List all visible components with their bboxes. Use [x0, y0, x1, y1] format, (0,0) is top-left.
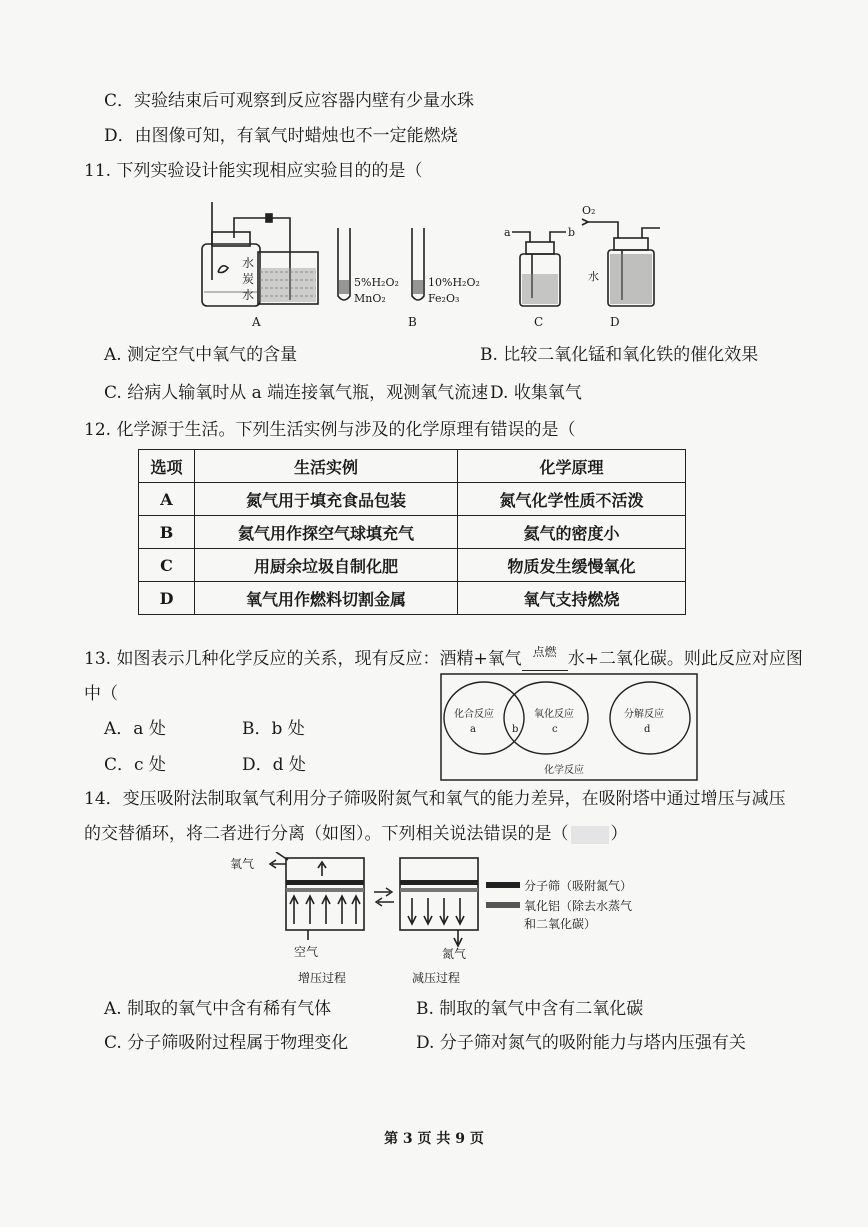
q13-stem-pre: 13. 如图表示几种化学反应的关系，现有反应：酒精+氧气	[84, 649, 522, 669]
table-cell: 氧气用作燃料切割金属	[195, 582, 458, 615]
q13-stem-post: 水+二氧化碳。则此反应对应图	[567, 649, 803, 669]
q13-outer-label: 化学反应	[544, 765, 584, 776]
q11-option-c: C. 给病人输氧时从 a 端连接氧气瓶，观测氧气流速	[104, 383, 489, 403]
table-cell: 用厨余垃圾自制化肥	[195, 549, 458, 582]
q14-nitrogen-label: 氮气	[442, 947, 467, 961]
q11-d-gas: O₂	[582, 204, 596, 217]
table-cell: 氮气用于填充食品包装	[195, 483, 458, 516]
table-header: 生活实例	[195, 450, 458, 483]
q14-legend-sieve-swatch	[486, 882, 520, 888]
q11-b-right-reagent2: Fe₂O₃	[428, 292, 460, 305]
q11-a-water: 水	[242, 256, 255, 270]
q14-figure	[228, 852, 658, 990]
q11-option-b: B. 比较二氧化锰和氧化铁的催化效果	[480, 345, 759, 365]
q14-cycle-arrows	[374, 888, 394, 906]
q14-pressurize-label: 增压过程	[298, 971, 347, 985]
q13-option-d: D．d 处	[242, 755, 306, 775]
q14-depressurize-tower	[400, 858, 478, 946]
q11-c-port-a: a	[504, 226, 511, 239]
q13-decomposition-label: 分解反应	[624, 709, 664, 720]
table-cell: 氦气的密度小	[458, 516, 686, 549]
table-cell: 氧气支持燃烧	[458, 582, 686, 615]
table-cell: 氮气化学性质不活泼	[458, 483, 686, 516]
q13-region-c: c	[552, 724, 558, 735]
table-header: 选项	[139, 450, 195, 483]
page-footer: 第 3 页 共 9 页	[384, 1131, 484, 1147]
q13-condition: 点燃	[532, 645, 557, 659]
table-row	[139, 549, 686, 582]
table-cell: 氦气用作探空气球填充气	[195, 516, 458, 549]
table-cell: B	[139, 516, 195, 549]
q13-combination-label: 化合反应	[454, 709, 494, 720]
q13-stem-line2: 中（	[84, 684, 118, 704]
q11-option-a: A. 测定空气中氧气的含量	[104, 345, 298, 365]
q11-figure-b	[338, 228, 424, 300]
q14-option-d: D. 分子筛对氮气的吸附能力与塔内压强有关	[416, 1033, 746, 1053]
table-cell: D	[139, 582, 195, 615]
q11-a-water2: 水	[242, 288, 255, 302]
q14-option-a: A. 制取的氧气中含有稀有气体	[104, 999, 332, 1019]
q14-option-c: C. 分子筛吸附过程属于物理变化	[104, 1033, 349, 1053]
q11-c-port-b: b	[568, 226, 576, 239]
q11-option-d: D. 收集氧气	[490, 383, 582, 403]
table-row	[139, 582, 686, 615]
q14-legend-alumina-1: 氧化铝（除去水蒸气	[524, 899, 633, 913]
q13-region-d: d	[644, 724, 651, 735]
q13-option-a: A．a 处	[104, 719, 166, 739]
q11-figure	[190, 192, 670, 342]
q11-label-b: B	[408, 315, 417, 329]
q13-option-b: B．b 处	[242, 719, 305, 739]
q14-oxygen-label: 氧气	[230, 857, 255, 871]
table-header: 化学原理	[458, 450, 686, 483]
q13-oxidation-label: 氧化反应	[534, 709, 574, 720]
q12-stem: 12. 化学源于生活。下列生活实例与涉及的化学原理有错误的是（	[84, 420, 576, 440]
q14-pressurize-tower	[270, 852, 364, 940]
q11-b-right-reagent1: 10%H₂O₂	[428, 276, 480, 289]
table-row	[139, 483, 686, 516]
q11-b-left-reagent1: 5%H₂O₂	[354, 276, 399, 289]
q14-legend-sieve: 分子筛（吸附氮气）	[524, 879, 633, 893]
q12-table	[138, 449, 686, 615]
q11-figure-d	[582, 219, 660, 306]
q14-legend-alumina-swatch	[486, 902, 520, 908]
q10-option-c: C．实验结束后可观察到反应容器内壁有少量水珠	[104, 91, 475, 111]
q14-depressurize-label: 减压过程	[412, 971, 461, 985]
q11-label-d: D	[610, 315, 620, 329]
q13-region-a: a	[470, 724, 476, 735]
q11-d-water: 水	[588, 270, 599, 283]
q14-stem-line2	[84, 822, 628, 846]
q11-label-a: A	[252, 315, 261, 329]
q14-option-b: B. 制取的氧气中含有二氧化碳	[416, 999, 644, 1019]
q13-condition-arrow	[522, 645, 568, 671]
table-header-row	[139, 450, 686, 483]
q14-stem-end: ）	[610, 824, 628, 844]
q10-option-d: D．由图像可知，有氧气时蜡烛也不一定能燃烧	[104, 126, 458, 146]
table-row	[139, 516, 686, 549]
q14-legend-alumina-2: 和二氧化碳）	[524, 917, 597, 931]
table-cell: C	[139, 549, 195, 582]
table-cell: 物质发生缓慢氧化	[458, 549, 686, 582]
q14-air-label: 空气	[294, 945, 319, 959]
q13-option-c: C．c 处	[104, 755, 166, 775]
q13-region-b: b	[512, 724, 519, 735]
answer-blank	[571, 826, 609, 844]
q14-stem-text: 的交替循环，将二者进行分离（如图）。下列相关说法错误的是（	[84, 824, 569, 844]
q11-figure-a	[202, 202, 318, 306]
q11-a-carbon: 炭	[242, 272, 255, 286]
table-cell: A	[139, 483, 195, 516]
q13-venn-diagram	[440, 673, 698, 781]
q14-stem-line1: 14．变压吸附法制取氧气利用分子筛吸附氮气和氧气的能力差异，在吸附塔中通过增压与减压	[84, 789, 786, 809]
q11-label-c: C	[534, 315, 544, 329]
q11-stem: 11. 下列实验设计能实现相应实验目的的是（	[84, 161, 423, 181]
q13-stem-line1	[84, 647, 803, 671]
q11-figure-c	[512, 232, 566, 306]
q11-b-left-reagent2: MnO₂	[354, 292, 386, 305]
